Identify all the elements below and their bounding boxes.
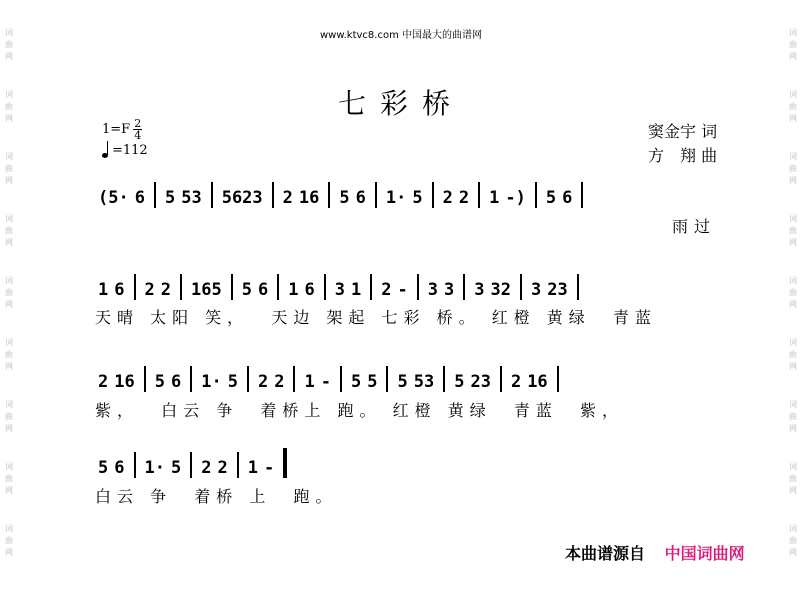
- watermark-char: 曲: [789, 164, 797, 173]
- watermark-char: 词: [5, 524, 13, 533]
- watermark-char: 网: [5, 114, 13, 123]
- watermark-char: 网: [789, 114, 797, 123]
- watermark-char: 词: [5, 28, 13, 37]
- note: 5: [170, 458, 182, 478]
- watermark-char: 词: [789, 214, 797, 223]
- site-header: www.ktvc8.com 中国最大的曲谱网: [319, 30, 482, 41]
- watermark-char: 网: [5, 238, 13, 247]
- key-tempo-block: [102, 118, 148, 158]
- note: 5: [339, 188, 350, 208]
- watermark-char: 词: [5, 276, 13, 285]
- watermark-char: 网: [789, 486, 797, 495]
- note: 23: [470, 372, 491, 392]
- note: 1·: [201, 372, 222, 392]
- watermark-char: 曲: [789, 536, 797, 545]
- watermark-char: 曲: [5, 474, 13, 483]
- note: 16: [114, 372, 135, 392]
- watermark-char: 网: [789, 52, 797, 61]
- note: 5: [241, 280, 252, 300]
- barline: [190, 366, 192, 392]
- note: 5: [367, 372, 378, 392]
- watermark-char: 曲: [5, 350, 13, 359]
- note: 5: [154, 372, 165, 392]
- music-line-1: [95, 178, 735, 208]
- note: 6: [170, 372, 182, 392]
- barline: [180, 274, 182, 300]
- watermark-char: 网: [789, 238, 797, 247]
- note: 2: [144, 280, 155, 300]
- note: 2: [458, 188, 470, 208]
- barline: [386, 366, 388, 392]
- source-footer: [565, 541, 745, 564]
- note: 6: [355, 188, 366, 208]
- lyric-line-4: 白云 争 着桥 上 跑。: [95, 487, 338, 506]
- song-title: 七彩桥: [337, 87, 464, 120]
- barline: [324, 274, 326, 300]
- note: 5: [412, 188, 423, 208]
- tempo-marking: [102, 143, 148, 158]
- note: 5: [164, 188, 176, 208]
- lyric-line-2: 天晴 太阳 笑， 天边 架起 七彩 桥。 红橙 黄绿 青蓝: [95, 308, 657, 327]
- watermark-char: 网: [789, 548, 797, 557]
- watermark-char: 曲: [5, 102, 13, 111]
- watermark-char: 词: [789, 28, 797, 37]
- lyricist: 窦金宇 词: [648, 122, 718, 141]
- watermark-char: 词: [5, 90, 13, 99]
- note: 1: [288, 280, 299, 300]
- note: (5·: [98, 188, 129, 208]
- note: 5: [397, 372, 408, 392]
- barline: [581, 182, 583, 208]
- barline: [134, 452, 136, 478]
- barline: [443, 366, 445, 392]
- barline: [211, 182, 213, 208]
- note: -: [397, 280, 408, 300]
- note: 1: [98, 280, 109, 300]
- barline: [340, 366, 342, 392]
- note: 6: [304, 280, 315, 300]
- watermark-char: 曲: [5, 536, 13, 545]
- music-line-4: [95, 448, 735, 478]
- note: 6: [114, 280, 125, 300]
- note: 165: [191, 280, 222, 300]
- note: 6: [562, 188, 573, 208]
- note: 5: [227, 372, 238, 392]
- credits: [648, 120, 717, 168]
- note: 2: [98, 372, 109, 392]
- watermark-char: 曲: [789, 40, 797, 49]
- composer: 方 翔 曲: [648, 146, 718, 165]
- watermark-char: 网: [5, 486, 13, 495]
- barline: [293, 366, 295, 392]
- watermark-char: 词: [5, 400, 13, 409]
- watermark-char: 网: [789, 362, 797, 371]
- note: 5: [350, 372, 362, 392]
- barline: [134, 274, 136, 300]
- barline: [535, 182, 537, 208]
- time-denominator: 4: [134, 129, 142, 142]
- barline: [370, 274, 372, 300]
- brand-link[interactable]: 中国词曲网: [664, 544, 745, 563]
- note: 1: [304, 372, 315, 392]
- note: 5: [454, 372, 465, 392]
- barline: [432, 182, 434, 208]
- note: 2: [510, 372, 522, 392]
- note: 53: [413, 372, 435, 392]
- watermark-char: 曲: [789, 102, 797, 111]
- note: -: [263, 458, 275, 478]
- note: 2: [217, 458, 228, 478]
- note: 2: [442, 188, 453, 208]
- watermark-char: 网: [789, 300, 797, 309]
- note: 6: [114, 458, 125, 478]
- watermark-char: 词: [5, 338, 13, 347]
- note: 1·: [144, 458, 165, 478]
- quarter-note-icon: [102, 153, 108, 158]
- note: 3: [530, 280, 542, 300]
- barline: [328, 182, 330, 208]
- note: 6: [134, 188, 145, 208]
- note: 5: [98, 458, 109, 478]
- note: 32: [490, 280, 511, 300]
- watermark-char: 词: [5, 214, 13, 223]
- watermark-char: 词: [789, 90, 797, 99]
- note: 2: [274, 372, 285, 392]
- watermark-char: 网: [789, 424, 797, 433]
- note: 16: [298, 188, 320, 208]
- note: 5: [545, 188, 557, 208]
- note: 1: [247, 458, 258, 478]
- watermark-char: 曲: [5, 226, 13, 235]
- watermark-char: 曲: [5, 164, 13, 173]
- watermark-char: 曲: [5, 288, 13, 297]
- watermark-char: 曲: [789, 226, 797, 235]
- watermark-char: 曲: [789, 350, 797, 359]
- watermark-char: 词: [789, 400, 797, 409]
- watermark-char: 网: [5, 300, 13, 309]
- watermark-char: 网: [5, 424, 13, 433]
- final-barline: [283, 448, 287, 478]
- watermark-char: 词: [789, 338, 797, 347]
- note: 2: [201, 458, 212, 478]
- time-signature: [133, 118, 142, 141]
- barline: [272, 182, 274, 208]
- barline: [144, 366, 146, 392]
- barline: [190, 452, 192, 478]
- watermark-char: 曲: [5, 40, 13, 49]
- time-numerator: 2: [134, 117, 142, 130]
- watermark-char: 曲: [789, 474, 797, 483]
- watermark-char: 曲: [789, 288, 797, 297]
- barline: [231, 274, 233, 300]
- note: -: [320, 372, 331, 392]
- lyric-line-3: 紫， 白云 争 着桥上 跑。 红橙 黄绿 青蓝 紫，: [95, 401, 625, 420]
- source-label: 本曲谱源自: [565, 544, 646, 563]
- note: 2: [257, 372, 269, 392]
- watermark-char: 词: [5, 462, 13, 471]
- barline: [478, 182, 480, 208]
- barline: [277, 274, 279, 300]
- barline: [154, 182, 156, 208]
- note: 5623: [221, 188, 263, 208]
- note: 53: [181, 188, 202, 208]
- key-signature: [102, 118, 148, 141]
- barline: [417, 274, 419, 300]
- note: 6: [257, 280, 269, 300]
- music-line-2: [95, 270, 735, 300]
- barline: [577, 274, 579, 300]
- watermark-char: 词: [789, 152, 797, 161]
- watermark-char: 词: [789, 276, 797, 285]
- watermark-char: 曲: [789, 412, 797, 421]
- lyric-line-1: 雨过: [672, 217, 717, 236]
- note: 1: [489, 188, 500, 208]
- watermark-char: 曲: [5, 412, 13, 421]
- music-line-3: [95, 362, 735, 392]
- watermark-char: 词: [789, 462, 797, 471]
- note: 23: [547, 280, 568, 300]
- note: 1: [350, 280, 362, 300]
- note: 2: [282, 188, 293, 208]
- barline: [520, 274, 522, 300]
- note: 2: [160, 280, 171, 300]
- watermark-char: 网: [789, 176, 797, 185]
- note: 1·: [385, 188, 407, 208]
- note: 3: [443, 280, 455, 300]
- watermark-char: 网: [5, 362, 13, 371]
- watermark-char: 词: [789, 524, 797, 533]
- barline: [463, 274, 465, 300]
- barline: [375, 182, 377, 208]
- barline: [237, 452, 239, 478]
- barline: [557, 366, 559, 392]
- tempo-value: =112: [112, 143, 148, 158]
- note: 2: [381, 280, 392, 300]
- barline: [500, 366, 502, 392]
- watermark-char: 网: [5, 548, 13, 557]
- note: 3: [427, 280, 438, 300]
- note: 3: [474, 280, 485, 300]
- watermark-char: 网: [5, 52, 13, 61]
- note: -): [505, 188, 526, 208]
- note: 16: [527, 372, 548, 392]
- watermark-char: 网: [5, 176, 13, 185]
- watermark-char: 词: [5, 152, 13, 161]
- barline: [247, 366, 249, 392]
- key-label: 1=F: [102, 122, 131, 137]
- note: 3: [334, 280, 345, 300]
